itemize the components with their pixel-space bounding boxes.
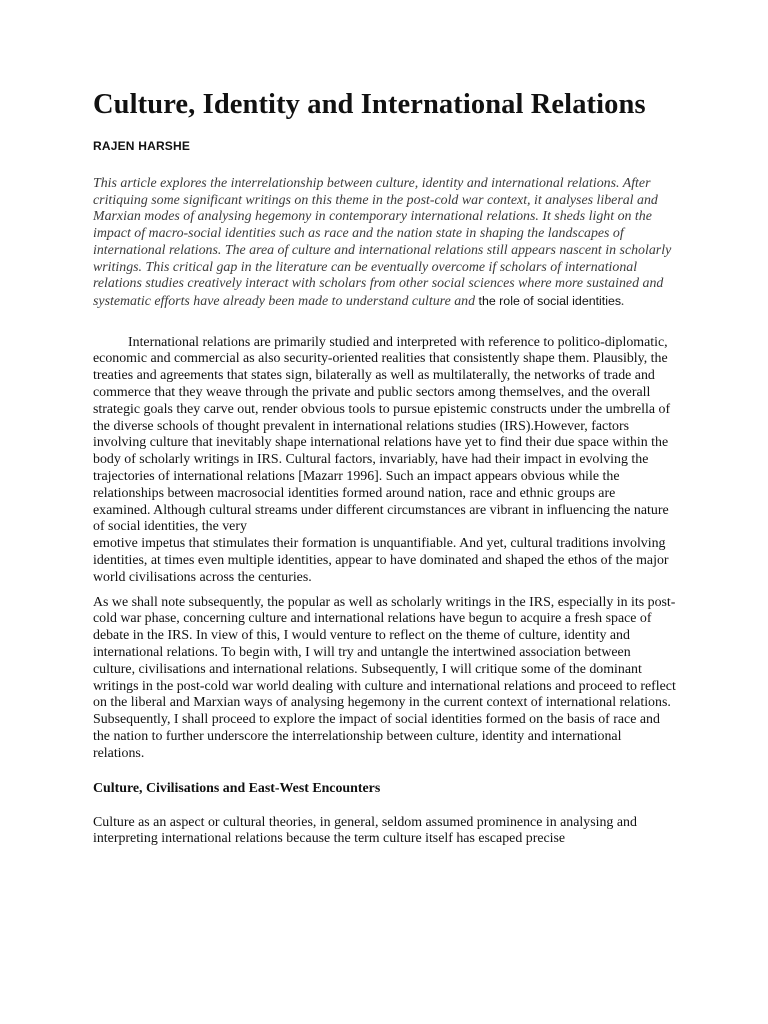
abstract-tail-text: the role of social identities (478, 293, 622, 308)
article-title: Culture, Identity and International Relations (93, 89, 646, 120)
body-paragraph-2: As we shall note subsequently, the popular as well as scholarly writings in the IRS, especially in its post-cold war phase, concerning culture and international relations have begun to acquire a fresh space of debate in the IRS. In view of this, I would venture to reflect on the theme of culture, identity and international relations. To begin with, I will try and untangle the intertwined association between culture, civilisations and international relations. Subsequently, I will critique some of the dominant writings in the post-cold war world dealing with culture and international relations and proceed to reflect on the liberal and Marxian ways of analysing hegemony in the current context of international relations. Subsequently, I shall proceed to explore the impact of social identities formed on the basis of race and the nation to further underscore the interrelationship between culture, identity and international relations. (93, 594, 676, 761)
abstract-end: . (621, 293, 625, 309)
article-author: RAJEN HARSHE (93, 139, 191, 153)
body-paragraph-3: Culture as an aspect or cultural theories, in general, seldom assumed prominence in analysing and interpreting international relations because the term culture itself has escaped precise (93, 814, 637, 847)
abstract-text: This article explores the interrelationship between culture, identity and international relations. After critiquing some significant writings on this theme in the post-cold war context, it analyses liberal and Marxian modes of analysing hegemony in contemporary international relations. It sheds light on the impact of macro-social identities such as race and the nation state in shaping the landscapes of international relations. The area of culture and international relations still appears nascent in scholarly writings. This critical gap in the literature can be eventually overcome if scholars of international relations studies creatively interact with scholars from other social sciences where more sustained and systematic efforts have already been made to understand culture and (93, 176, 672, 309)
paragraph-1-continuation: emotive impetus that stimulates their formation is unquantifiable. And yet, cultural traditions involving identities, at times even multiple identities, appear to have dominated and shaped the ethos of the major world civilisations across the centuries. (93, 536, 669, 585)
section-heading: Culture, Civilisations and East-West Encounters (93, 780, 381, 796)
body-paragraph-1 (93, 335, 676, 587)
paragraph-1-text: International relations are primarily studied and interpreted with reference to politico-diplomatic, economic and commercial as also security-oriented realities that consistently shape them. Plausibly, the treaties and agreements that states sign, bilaterally as well as multilaterally, the networks of trade and commerce that they weave through the private and public sectors among themselves, and the overall strategic goals they carve out, render obvious tools to pursue epistemic constructs under the umbrella of the diverse schools of thought prevalent in international relations studies (IRS).However, factors involving culture that inevitably shape international relations have yet to find their due space within the body of scholarly writings in IRS. Cultural factors, invariably, have had their impact in evolving the trajectories of international relations [Mazarr 1996]. Such an impact appears obvious while the relationships between macrosocial identities formed around nation, race and ethnic groups are examined. Although cultural streams under different circumstances are vibrant in influencing the nature of social identities, the very (93, 334, 671, 535)
article-abstract (93, 176, 676, 311)
article-page (93, 88, 676, 848)
